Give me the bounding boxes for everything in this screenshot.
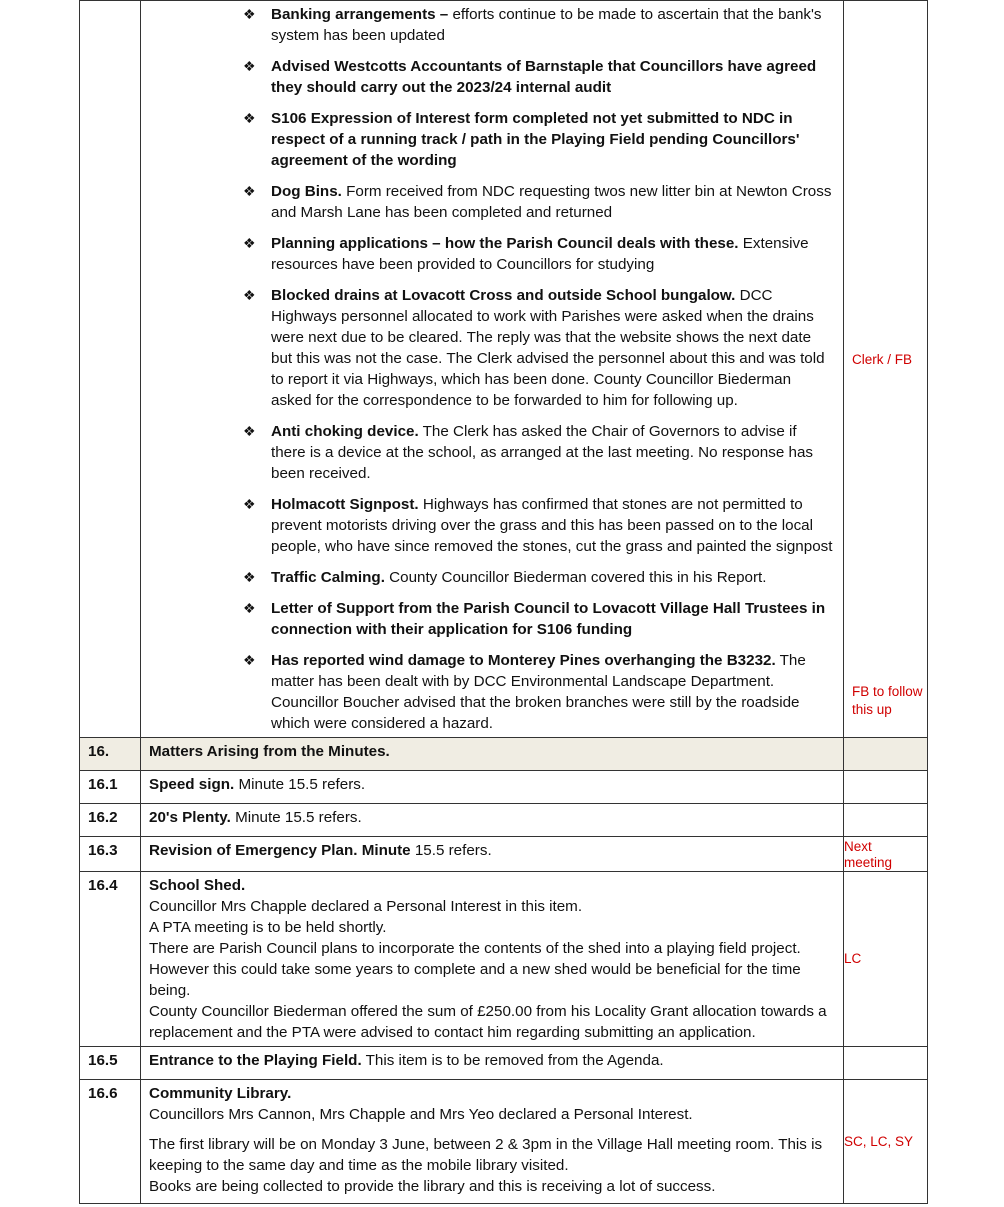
item-number: 16.3	[80, 837, 141, 872]
bullet-marker: ❖	[243, 110, 256, 126]
section-header-row	[80, 738, 928, 771]
bullet-marker: ❖	[243, 600, 256, 616]
action-cell	[844, 804, 928, 837]
action-cell: Next meeting	[844, 837, 928, 872]
list-item: ❖ Blocked drains at Lovacott Cross and outside School bungalow. DCC Highways personnel allocated to work with Parishes were asked when the drains were next due to be cleared. The reply was that the website shows the next date but this was not the case. The Clerk advised the personnel about this and was told to report it via Highways, which has been done. County Councillor Biederman asked for the correspondence to be forwarded to him for following up.	[243, 287, 825, 409]
item-number: 16.2	[80, 804, 141, 837]
bullet-list	[141, 4, 843, 734]
list-item: ❖ Banking arrangements – efforts continue to be made to ascertain that the bank's system has been updated	[243, 6, 822, 44]
action-cell	[844, 1, 928, 738]
item-number: 16.4	[80, 872, 141, 1047]
bullet-marker: ❖	[243, 287, 256, 303]
minutes-table	[79, 0, 928, 1204]
action-cell: LC	[844, 872, 928, 1047]
bullet-marker: ❖	[243, 569, 256, 585]
table-row	[80, 872, 928, 1047]
bullet-marker: ❖	[243, 652, 256, 668]
list-item: ❖ Letter of Support from the Parish Council to Lovacott Village Hall Trustees in connection with their application for S106 funding	[243, 600, 826, 638]
item-number-cell	[80, 1, 141, 738]
section-title: Matters Arising from the Minutes.	[141, 738, 844, 771]
item-text: Entrance to the Playing Field. This item is to be removed from the Agenda.	[141, 1047, 844, 1080]
bullet-marker: ❖	[243, 423, 256, 439]
list-item: ❖ Planning applications – how the Parish Council deals with these. Extensive resources have been provided to Councillors for studying	[243, 235, 809, 273]
table-row	[80, 1080, 928, 1204]
table-row	[80, 1047, 928, 1080]
table-row	[80, 771, 928, 804]
list-item: ❖ Traffic Calming. County Councillor Biederman covered this in his Report.	[243, 569, 767, 586]
item-text: 20's Plenty. Minute 15.5 refers.	[141, 804, 844, 837]
item-number: 16.5	[80, 1047, 141, 1080]
action-cell	[844, 771, 928, 804]
list-item: ❖ Advised Westcotts Accountants of Barnstaple that Councillors have agreed they should carry out the 2023/24 internal audit	[243, 58, 817, 96]
bullet-marker: ❖	[243, 183, 256, 199]
item-number: 16.1	[80, 771, 141, 804]
bullet-list-cell	[141, 1, 844, 738]
list-item: ❖ Has reported wind damage to Monterey Pines overhanging the B3232. The matter has been dealt with by DCC Environmental Landscape Department. Councillor Boucher advised that the broken branches were still by the roadside which were considered a hazard.	[243, 652, 806, 732]
table-row	[80, 837, 928, 872]
list-item: ❖ Dog Bins. Form received from NDC requesting twos new litter bin at Newton Cross and Marsh Lane has been completed and returned	[243, 183, 832, 221]
continuation-row	[80, 1, 928, 738]
list-item: ❖ S106 Expression of Interest form completed not yet submitted to NDC in respect of a running track / path in the Playing Field pending Councillors' agreement of the wording	[243, 110, 800, 169]
action-cell	[844, 738, 928, 771]
bullet-marker: ❖	[243, 235, 256, 251]
item-number: 16.6	[80, 1080, 141, 1204]
bullet-marker: ❖	[243, 6, 256, 22]
action-label: Clerk / FB	[852, 352, 913, 367]
item-text: Community Library. Councillors Mrs Cannon, Mrs Chapple and Mrs Yeo declared a Personal Interest. The first library will be on Monday 3 June, between 2 & 3pm in the Village Hall meeting room. This is keeping to the same day and time as the mobile library visited. Books are being collected to provide the library and this is receiving a lot of success.	[141, 1080, 844, 1204]
list-item: ❖ Anti choking device. The Clerk has asked the Chair of Governors to advise if there is a device at the school, as arranged at the last meeting. No response has been received.	[243, 423, 814, 482]
list-item: ❖ Holmacott Signpost. Highways has confirmed that stones are not permitted to prevent motorists driving over the grass and this has been passed on to the local people, who have since removed the stones, cut the grass and painted the signpost	[243, 496, 833, 555]
action-cell: SC, LC, SY	[844, 1080, 928, 1204]
item-text: Revision of Emergency Plan. Minute 15.5 refers.	[141, 837, 844, 872]
bullet-marker: ❖	[243, 58, 256, 74]
action-cell	[844, 1047, 928, 1080]
action-label: FB to follow this up	[852, 684, 923, 717]
bullet-marker: ❖	[243, 496, 256, 512]
table-row	[80, 804, 928, 837]
item-number: 16.	[80, 738, 141, 771]
item-text: School Shed. Councillor Mrs Chapple declared a Personal Interest in this item. A PTA meeting is to be held shortly. There are Parish Council plans to incorporate the contents of the shed into a playing field project. However this could take some years to complete and a new shed would be beneficial for the time being. County Councillor Biederman offered the sum of £250.00 from his Locality Grant allocation towards a replacement and the PTA were advised to contact him regarding submitting an application.	[141, 872, 844, 1047]
item-text: Speed sign. Minute 15.5 refers.	[141, 771, 844, 804]
